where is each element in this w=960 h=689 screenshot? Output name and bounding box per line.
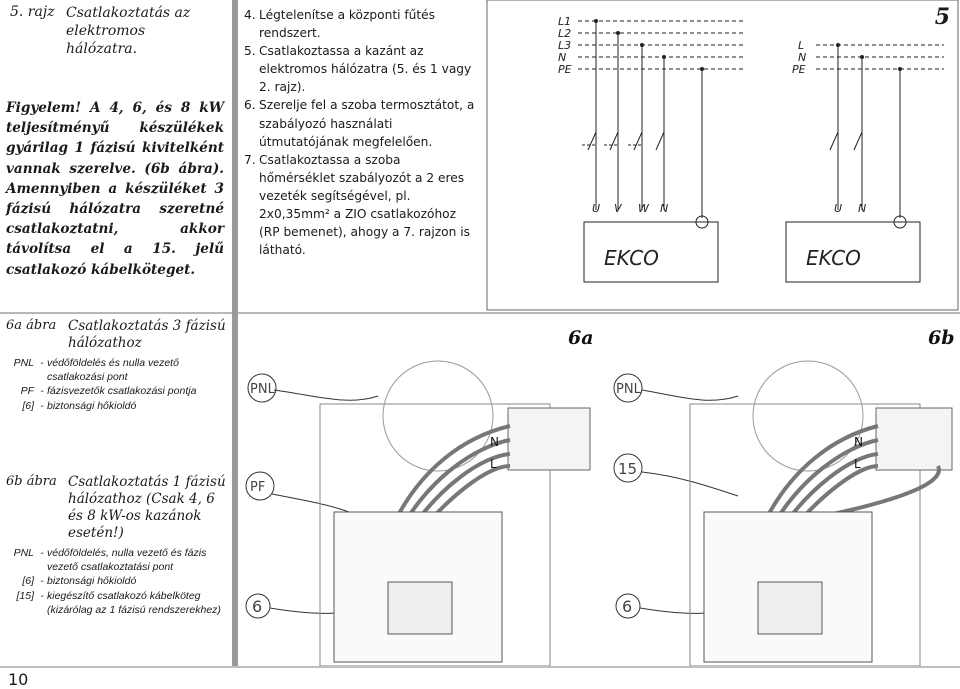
figure-title: Csatlakoztatás 1 fázisú hálózathoz (Csak 4, 6 és 8 kW-os kazánok esetén!)	[68, 474, 226, 541]
diagram-number: 5	[934, 4, 950, 30]
step-list	[244, 6, 480, 259]
line-label: N	[558, 51, 567, 64]
figure-6a-caption	[6, 318, 228, 413]
step-text: Csatlakoztassa a kazánt az elektromos hálózatra (5. és 1 vagy 2. rajz).	[259, 44, 472, 95]
legend-row: PF - fázisvezetők csatlakozási pontja	[20, 385, 197, 398]
thermal-cutout	[388, 582, 452, 634]
boiler-tank	[753, 361, 863, 471]
legend-row: PNL - védőföldelés, nulla vezető és fázis vezető csatlakoztatási pont	[13, 547, 207, 574]
bottom-divider	[0, 666, 960, 668]
horizontal-divider-right	[238, 312, 960, 314]
step-text: Szerelje fel a szoba termosztátot, a szabályozó használati útmutatójának megfelelően.	[259, 98, 475, 149]
terminal-label: L	[490, 457, 497, 471]
step-number: 6.	[244, 98, 256, 113]
callout-label: PNL	[616, 382, 641, 397]
figure-corner-label: 6a	[568, 327, 594, 349]
terminal-label: L	[854, 457, 861, 471]
terminal-block	[508, 408, 590, 470]
terminal-label: U	[834, 202, 843, 215]
figure-label: 6b ábra	[6, 474, 57, 489]
terminal-label: N	[490, 435, 499, 449]
callout-label: 6	[622, 597, 633, 616]
page-number: 10	[8, 670, 29, 689]
figure-corner-label: 6b	[928, 327, 955, 349]
terminal-label: V	[614, 202, 622, 215]
terminal-block	[876, 408, 952, 470]
callout-label: PF	[250, 480, 266, 495]
thermal-cutout	[758, 582, 822, 634]
callout-label: PNL	[250, 382, 275, 397]
legend-row: [15] - kiegészítő csatlakozó kábelköteg (kizárólag az 1 fázisú rendszerekhez)	[16, 589, 221, 616]
terminal-label: W	[638, 202, 649, 215]
wiring-diagram	[486, 0, 960, 312]
section-title: Csatlakoztatás az elektromos hálózatra.	[66, 5, 191, 57]
terminal-label: N	[858, 202, 867, 215]
terminal-label: N	[854, 435, 863, 449]
figure-6a	[246, 327, 594, 666]
step-item	[244, 6, 480, 42]
terminal-label: N	[660, 202, 669, 215]
terminal-label: U	[592, 202, 601, 215]
step-number: 4.	[244, 8, 256, 22]
horizontal-divider	[0, 312, 232, 314]
device-label: EKCO	[604, 246, 659, 270]
step-text: Csatlakoztassa a szoba hőmérséklet szabályozót a 2 eres vezeték segítségével, pl. 2x0,35mm² a ZIO csatlakozóhoz (RP bemenet), ahogy a 7. rajzon is látható.	[259, 152, 470, 258]
step-item	[244, 96, 480, 150]
callout-label: 6	[252, 597, 263, 616]
step-text: Légtelenítse a központi fűtés rendszert.	[259, 8, 435, 41]
line-label: L2	[558, 27, 572, 40]
line-label: PE	[558, 63, 572, 76]
section-number: 5. rajz	[10, 4, 55, 20]
figure-6b-caption	[6, 474, 228, 617]
legend-row: [6] - biztonsági hőkioldó	[22, 575, 137, 588]
line-label: L	[798, 39, 805, 52]
line-label: N	[798, 51, 807, 64]
callout-label: 15	[618, 460, 638, 478]
legend-row: PNL - védőföldelés és nulla vezető csatlakozási pont	[13, 357, 179, 384]
step-number: 5.	[244, 44, 256, 59]
line-label: L1	[558, 15, 572, 28]
line-label: L3	[558, 39, 572, 52]
figure-6b	[614, 327, 955, 666]
line-label: PE	[792, 63, 806, 76]
step-item	[244, 42, 480, 96]
figure-label: 6a ábra	[6, 318, 57, 333]
legend-row: [6] - biztonsági hőkioldó	[22, 399, 137, 412]
figure-title: Csatlakoztatás 3 fázisú hálózathoz	[68, 318, 226, 351]
figure-illustrations	[238, 316, 960, 666]
device-label: EKCO	[806, 246, 861, 270]
step-number: 7.	[244, 152, 256, 167]
step-item	[244, 151, 480, 260]
warning-text: Figyelem! A 4, 6, és 8 kW teljesítményű készülékek gyárilag 1 fázisú kivitelként vannak szerelve. (6b ábra). Amennyiben a készüléket 3 fázisú hálózatra szeretné csatlakoztatni, akkor távolítsa el a 15. jelű csatlakozó kábelköteget.	[6, 100, 224, 278]
